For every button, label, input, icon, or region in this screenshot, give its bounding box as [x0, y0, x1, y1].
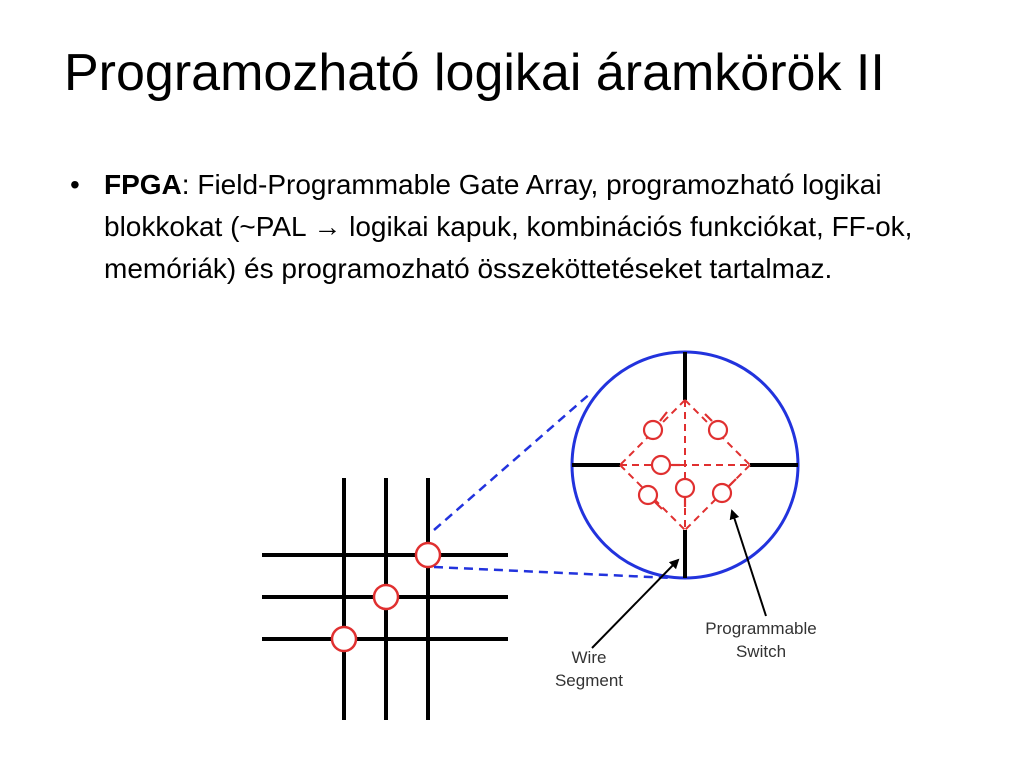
grid-switch — [332, 627, 356, 651]
programmable-switch-label-line2: Switch — [735, 642, 787, 661]
programmable-switch — [644, 421, 662, 439]
grid-switch — [374, 585, 398, 609]
wire-segment-label-line2: Segment — [554, 671, 624, 690]
bullet-marker: • — [70, 169, 80, 200]
wire-segment-label-line1: Wire — [571, 648, 607, 667]
bullet-term: FPGA — [104, 169, 182, 200]
wire-segment-arrow — [592, 560, 678, 648]
programmable-switch — [639, 486, 657, 504]
bullet-text: : Field-Programmable Gate Array, programozható logikai blokkokat (~PAL → logikai kapuk, kombinációs funkciókat, FF-ok, memóriák) és programozható összeköttetéseket tartalmaz. — [104, 169, 913, 284]
slide-title: Programozható logikai áramkörök II — [64, 44, 885, 102]
programmable-switch — [713, 484, 731, 502]
programmable-switch — [676, 479, 694, 497]
programmable-switch-label-line1: Programmable — [705, 619, 817, 638]
programmable-switch — [652, 456, 670, 474]
zoom-line-top — [434, 392, 592, 530]
grid-switch — [416, 543, 440, 567]
programmable-switch — [709, 421, 727, 439]
zoom-line-bottom — [434, 567, 672, 578]
